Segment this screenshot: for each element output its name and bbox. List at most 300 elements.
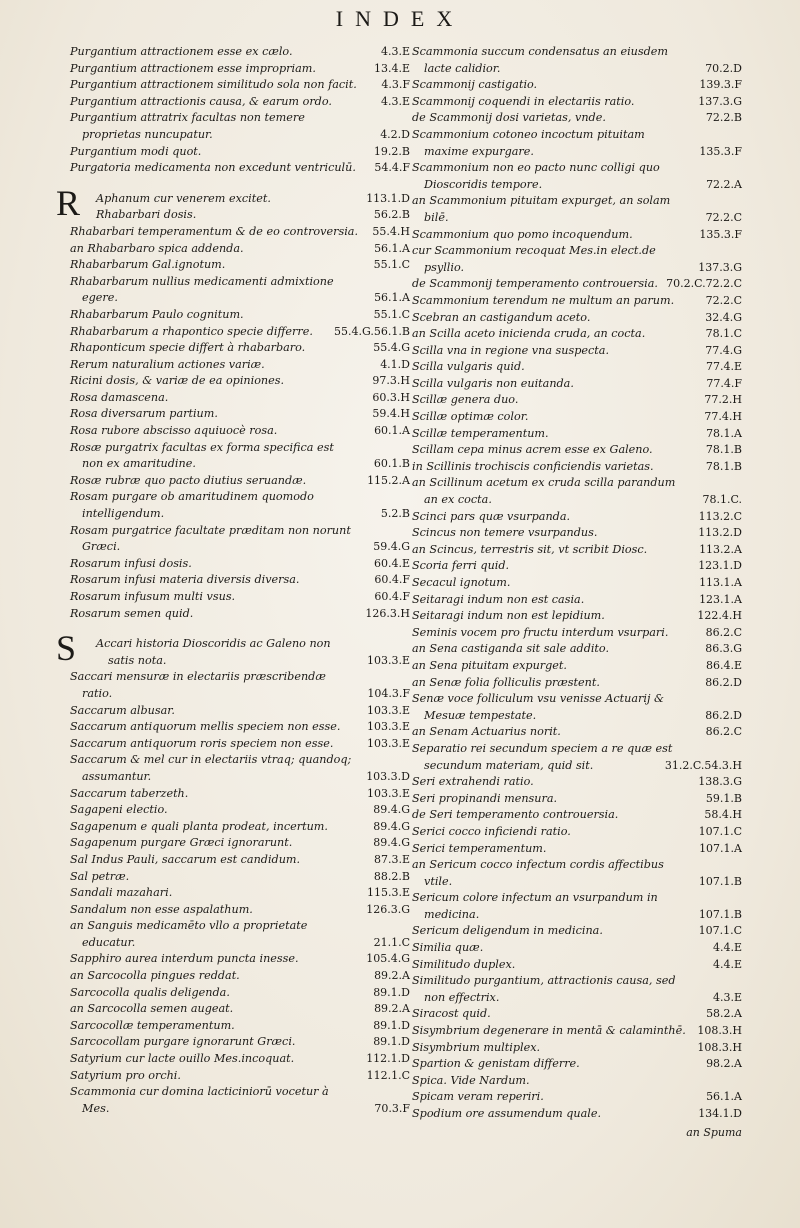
- entry-text: Rhabarbarum a rhapontico specie differre.: [70, 324, 313, 338]
- entry-reference: 77.4.F: [706, 376, 742, 390]
- index-entry: [70, 390, 410, 407]
- index-entry: [412, 1040, 742, 1057]
- index-entry: [412, 957, 742, 974]
- entry-reference: 55.4.H: [372, 224, 410, 238]
- entry-reference: 89.1.D: [373, 985, 410, 999]
- index-entry: [70, 951, 410, 968]
- index-entry: [412, 525, 742, 542]
- entry-reference: 78.1.A: [706, 426, 742, 440]
- entry-reference: 4.3.F: [381, 78, 410, 92]
- index-entry: [70, 110, 410, 143]
- entry-reference: 5.2.B: [380, 507, 410, 521]
- entry-text: Rosa damascena.: [70, 390, 169, 404]
- entry-text: Rosæ rubræ quo pacto diutius seruandæ.: [70, 473, 307, 487]
- index-entry: [412, 592, 742, 609]
- index-entry: [70, 440, 410, 473]
- entry-text: Rosa diversarum partium.: [70, 407, 218, 421]
- entry-text: Purgatoria medicamenta non excedunt ventriculū.: [70, 161, 356, 175]
- entry-reference: 113.2.D: [698, 526, 742, 540]
- entry-text: Scinci pars quæ vsurpanda.: [412, 509, 571, 523]
- index-entry: [70, 1084, 410, 1117]
- index-entry: [412, 276, 742, 293]
- entry-text: Rosarum infusi dosis.: [70, 556, 192, 570]
- entry-text: de Scammonij dosi varietas, vnde.: [412, 111, 606, 125]
- index-entry: [70, 752, 410, 785]
- entry-reference: 104.3.F: [367, 686, 410, 700]
- entry-reference: 58.2.A: [706, 1007, 742, 1021]
- index-entry: [412, 1106, 742, 1123]
- index-entry: [70, 703, 410, 720]
- entry-reference: 107.1.B: [698, 874, 742, 888]
- entry-reference: 55.1.C: [373, 307, 410, 321]
- index-entry: [412, 608, 742, 625]
- entry-text: an Scillinum acetum ex cruda scilla parandum an ex cocta.: [412, 476, 676, 507]
- entry-text: Scilla vna in regione vna suspecta.: [412, 343, 610, 357]
- entry-text: Rhabarbari dosis.: [96, 208, 197, 222]
- index-entry: [412, 824, 742, 841]
- entry-reference: 112.1.C: [366, 1068, 410, 1082]
- entry-reference: 72.2.C: [705, 210, 742, 224]
- entry-reference: 103.3.E: [366, 703, 410, 717]
- entry-text: Ricini dosis, & variæ de ea opiniones.: [70, 374, 285, 388]
- entry-reference: 112.1.D: [366, 1052, 410, 1066]
- entry-reference: 60.1.A: [374, 424, 410, 438]
- index-entry: [70, 1068, 410, 1085]
- entry-reference: 4.2.D: [380, 127, 410, 141]
- entry-text: Sal Indus Pauli, saccarum est candidum.: [70, 852, 301, 866]
- index-entry: [412, 475, 742, 508]
- entry-reference: 113.1.A: [699, 576, 742, 589]
- entry-reference: 88.2.B: [373, 869, 410, 883]
- entry-text: Scebran an castigandum aceto.: [412, 310, 591, 324]
- entry-text: Sandalum non esse aspalathum.: [70, 902, 253, 916]
- index-entry: [70, 473, 410, 490]
- index-entry: [70, 44, 410, 61]
- index-entry: [412, 459, 742, 476]
- entry-text: cur Scammonium recoquat Mes.in elect.de psyllio.: [412, 244, 656, 274]
- entry-reference: 55.4.G.56.1.B: [334, 324, 410, 338]
- index-entry: [70, 324, 410, 341]
- entry-text: in Scillinis trochiscis conficiendis varietas.: [412, 459, 654, 473]
- index-entry: [412, 326, 742, 343]
- index-entry: [70, 1018, 410, 1035]
- index-entry: [70, 241, 410, 258]
- entry-reference: 89.4.G: [373, 819, 410, 833]
- index-entry: [412, 293, 742, 310]
- entry-reference: 19.2.B: [373, 144, 410, 158]
- entry-reference: 4.4.E: [712, 941, 742, 955]
- entry-reference: 60.4.E: [373, 556, 410, 570]
- entry-reference: 97.3.H: [372, 374, 410, 388]
- entry-reference: 103.3.E: [366, 786, 410, 800]
- entry-reference: 115.3.E: [366, 886, 410, 900]
- index-entry: [70, 786, 410, 803]
- entry-reference: 60.3.H: [372, 390, 410, 404]
- index-entry: [412, 724, 742, 741]
- entry-reference: 54.4.F: [374, 161, 410, 175]
- entry-text: Scammonia cur domina lacticiniorū vocetur à Mes.: [70, 1085, 329, 1115]
- entry-reference: 56.1.A: [706, 1090, 742, 1104]
- entry-reference: 59.1.B: [705, 791, 742, 805]
- entry-text: Saccarum taberzeth.: [70, 786, 189, 800]
- entry-text: Scillæ genera duo.: [412, 393, 519, 407]
- entry-text: Saccarum & mel cur in electariis vtraq; quandoq; assumantur.: [70, 753, 352, 783]
- index-entry: [70, 556, 410, 573]
- entry-reference: 107.1.B: [698, 907, 742, 921]
- entry-text: Satyrium cur lacte ouillo Mes.incoquat.: [70, 1052, 295, 1066]
- entry-reference: 115.2.A: [367, 473, 410, 487]
- entry-text: an Sena pituitam expurget.: [412, 658, 567, 672]
- entry-reference: 98.2.A: [706, 1057, 742, 1071]
- entry-reference: 78.1.C: [705, 327, 742, 341]
- entry-text: Rhaponticum specie differt à rhabarbaro.: [70, 341, 306, 355]
- entry-reference: 107.1.C: [698, 824, 742, 838]
- entry-reference: 123.1.D: [698, 559, 742, 573]
- index-entry: [412, 1073, 742, 1090]
- entry-text: Sarcocolla qualis deligenda.: [70, 985, 230, 999]
- index-entry: [70, 869, 410, 886]
- entry-text: Sapphiro aurea interdum puncta inesse.: [70, 952, 299, 966]
- entry-text: Sericum deligendum in medicina.: [412, 924, 603, 938]
- entry-reference: 77.4.H: [704, 410, 742, 424]
- entry-text: Accari historia Dioscoridis ac Galeno non satis nota.: [96, 637, 331, 667]
- entry-text: Seri propinandi mensura.: [412, 791, 558, 805]
- index-entry: [412, 426, 742, 443]
- index-entry: [412, 923, 742, 940]
- entry-text: Sisymbrium degenerare in mentā & calaminthē.: [412, 1024, 686, 1038]
- index-entry: [412, 807, 742, 824]
- index-entry: [70, 160, 410, 177]
- entry-reference: 123.1.A: [699, 592, 742, 606]
- index-entry: [70, 94, 410, 111]
- entry-reference: 89.4.G: [373, 836, 410, 850]
- index-entry: [70, 406, 410, 423]
- entry-text: Rhabarbarum Paulo cognitum.: [70, 307, 244, 321]
- entry-text: Aphanum cur venerem excitet.: [96, 191, 271, 205]
- entry-text: Scammonium cotoneo incoctum pituitam maxime expurgare.: [412, 127, 645, 158]
- index-entry: [412, 575, 742, 592]
- section-gap: [70, 177, 410, 191]
- left-column: [56, 44, 410, 1117]
- index-entry: [412, 558, 742, 575]
- index-entry: [70, 902, 410, 919]
- entry-reference: 103.3.E: [366, 653, 410, 667]
- entry-text: Satyrium pro orchi.: [70, 1068, 181, 1082]
- index-entry: [412, 691, 742, 724]
- entry-reference: 4.4.E: [712, 957, 742, 971]
- entry-text: Saccarum antiquorum roris speciem non esse.: [70, 736, 334, 750]
- entry-text: Sarcocollæ temperamentum.: [70, 1018, 235, 1032]
- entry-text: Rosarum infusum multi vsus.: [70, 590, 236, 603]
- entry-text: an Sanguis medicamēto vllo a proprietate educatur.: [70, 919, 308, 949]
- entry-reference: 89.1.D: [373, 1035, 410, 1049]
- entry-reference: 4.1.D: [380, 357, 410, 371]
- index-entry: [412, 227, 742, 244]
- index-entry: [412, 94, 742, 111]
- entry-reference: 31.2.C.54.3.H: [664, 758, 742, 772]
- entry-text: Rosarum semen quid.: [70, 606, 194, 620]
- entry-reference: 77.4.E: [705, 360, 742, 374]
- index-entry: [70, 207, 410, 224]
- index-entry: [70, 489, 410, 522]
- entry-text: Siracost quid.: [412, 1007, 491, 1021]
- entry-text: Scillæ optimæ color.: [412, 410, 529, 424]
- index-entry: [70, 802, 410, 819]
- entry-text: Sericum colore infectum an vsurpandum in medicina.: [412, 891, 658, 921]
- index-entry: [412, 243, 742, 276]
- entry-text: Rhabarbarum Gal.ignotum.: [70, 258, 226, 272]
- index-entry: [412, 193, 742, 226]
- entry-reference: 70.2.C.72.2.C: [666, 277, 742, 291]
- entry-text: Rhabarbari temperamentum & de eo controversia.: [70, 224, 359, 238]
- entry-text: Senæ voce folliculum vsu venisse Actuarij & Mesuæ tempestate.: [412, 692, 664, 722]
- entry-text: Spodium ore assumendum quale.: [412, 1107, 602, 1120]
- entry-reference: 86.2.D: [705, 675, 742, 689]
- index-entry: [412, 1023, 742, 1040]
- entry-reference: 89.4.G: [373, 803, 410, 817]
- entry-text: Rosæ purgatrix facultas ex forma specifica est non ex amaritudine.: [70, 440, 334, 471]
- index-entry: [70, 669, 410, 702]
- entry-reference: 78.1.C.: [702, 493, 742, 507]
- index-entry: [412, 509, 742, 526]
- index-entry: [412, 1006, 742, 1023]
- entry-reference: 56.1.A: [374, 241, 410, 255]
- index-entry: [70, 968, 410, 985]
- entry-reference: 32.4.G: [705, 310, 742, 324]
- entry-reference: 89.1.D: [373, 1018, 410, 1032]
- entry-text: an Senam Actuarius norit.: [412, 725, 561, 739]
- index-entry: [70, 357, 410, 374]
- entry-reference: 55.1.C: [373, 258, 410, 272]
- entry-text: de Seri temperamento controuersia.: [412, 808, 619, 822]
- entry-reference: 107.1.A: [699, 841, 742, 855]
- entry-text: Scillam cepa minus acrem esse ex Galeno.: [412, 443, 653, 457]
- entry-reference: 77.2.H: [704, 393, 742, 407]
- entry-text: Similitudo duplex.: [412, 957, 516, 971]
- entry-reference: 113.2.C: [698, 509, 742, 523]
- index-entry: [412, 841, 742, 858]
- entry-reference: 134.1.D: [698, 1107, 742, 1120]
- page-header: INDEX: [335, 6, 465, 31]
- entry-reference: 89.2.A: [374, 1002, 410, 1016]
- entry-text: Sagapeni electio.: [70, 803, 168, 817]
- entry-reference: 135.3.F: [699, 144, 742, 158]
- index-entry: [70, 606, 410, 623]
- entry-reference: 55.4.G: [373, 341, 410, 355]
- entry-text: Saccari mensuræ in electariis præscribendæ ratio.: [70, 670, 326, 700]
- entry-text: Seitaragi indum non est casia.: [412, 592, 585, 606]
- index-entry: [412, 857, 742, 890]
- entry-reference: 70.2.D: [705, 61, 742, 75]
- index-entry: [56, 628, 410, 669]
- section-gap: [70, 622, 410, 636]
- entry-text: Seminis vocem pro fructu interdum vsurpari.: [412, 625, 669, 639]
- index-entry: [412, 1089, 742, 1106]
- entry-text: an Sarcocolla pingues reddat.: [70, 969, 240, 983]
- entry-reference: 139.3.F: [699, 78, 742, 92]
- index-entry: [70, 589, 410, 606]
- entry-reference: 72.2.B: [705, 111, 742, 125]
- entry-reference: 72.2.C: [705, 293, 742, 307]
- index-entry: [70, 77, 410, 94]
- index-entry: [412, 675, 742, 692]
- entry-text: Spica. Vide Nardum.: [412, 1073, 530, 1087]
- index-entry: [70, 852, 410, 869]
- entry-text: an Sena castiganda sit sale addito.: [412, 642, 610, 656]
- entry-reference: 137.3.G: [698, 94, 742, 108]
- index-entry: [412, 44, 742, 77]
- entry-reference: 138.3.G: [698, 775, 742, 789]
- entry-text: an Scincus, terrestris sit, vt scribit Diosc.: [412, 542, 648, 556]
- index-entry: [412, 127, 742, 160]
- entry-reference: 135.3.F: [699, 227, 742, 241]
- entry-reference: 103.3.E: [366, 720, 410, 734]
- index-entry: [70, 1034, 410, 1051]
- index-entry: [70, 819, 410, 836]
- entry-reference: 113.1.D: [366, 191, 410, 205]
- entry-text: Spartion & genistam differre.: [412, 1057, 580, 1071]
- index-entry: [412, 376, 742, 393]
- entry-reference: 113.2.A: [699, 542, 742, 556]
- index-entry: [412, 973, 742, 1006]
- drop-capital: R: [56, 182, 81, 223]
- index-entry: [412, 392, 742, 409]
- entry-text: Serici temperamentum.: [412, 841, 547, 855]
- entry-reference: 108.3.H: [697, 1040, 742, 1054]
- entry-reference: 78.1.B: [705, 459, 742, 473]
- entry-reference: 13.4.E: [373, 61, 410, 75]
- entry-text: Rosarum infusi materia diversis diversa.: [70, 573, 300, 587]
- entry-text: Scammonij castigatio.: [412, 78, 538, 92]
- entry-text: de Scammonij temperamento controuersia.: [412, 277, 658, 291]
- entry-reference: 4.3.E: [380, 94, 410, 108]
- entry-text: Sisymbrium multiplex.: [412, 1040, 541, 1054]
- entry-reference: 21.1.C: [373, 935, 410, 949]
- entry-reference: 89.2.A: [374, 969, 410, 983]
- index-entry: [412, 542, 742, 559]
- entry-text: Scilla vulgaris quid.: [412, 360, 525, 374]
- entry-text: Seitaragi indum non est lepidium.: [412, 609, 605, 623]
- entry-text: Purgantium modi quot.: [70, 144, 202, 158]
- entry-text: Similia quæ.: [412, 941, 484, 955]
- entry-text: Scammonia succum condensatus an eiusdem lacte calidior.: [412, 45, 668, 75]
- entry-reference: 137.3.G: [698, 260, 742, 274]
- index-entry: [70, 1001, 410, 1018]
- index-entry: [412, 359, 742, 376]
- entry-text: Scoria ferri quid.: [412, 559, 510, 573]
- index-entry: [70, 307, 410, 324]
- index-entry: [412, 1056, 742, 1073]
- entry-text: Sandali mazahari.: [70, 886, 173, 900]
- entry-text: Scincus non temere vsurpandus.: [412, 526, 598, 540]
- entry-reference: 126.3.H: [365, 606, 410, 620]
- entry-reference: 4.3.E: [380, 45, 410, 58]
- entry-reference: 86.2.C: [705, 725, 742, 739]
- entry-text: Sagapenum purgare Græci ignorarunt.: [70, 836, 293, 850]
- entry-text: Separatio rei secundum speciem a re quæ est secundum materiam, quid sit.: [412, 741, 673, 772]
- index-entry: [412, 658, 742, 675]
- entry-text: Purgantium attractionis causa, & earum ordo.: [70, 94, 332, 108]
- index-entry: [70, 719, 410, 736]
- index-entry: [412, 160, 742, 193]
- entry-text: Scilla vulgaris non euitanda.: [412, 376, 574, 390]
- index-entry: [70, 144, 410, 161]
- index-entry: [412, 791, 742, 808]
- entry-text: Scammonium quo pomo incoquendum.: [412, 227, 633, 241]
- index-entry: [70, 523, 410, 556]
- index-entry: [70, 224, 410, 241]
- entry-text: Rhabarbarum nullius medicamenti admixtione egere.: [70, 274, 334, 305]
- entry-text: Saccarum antiquorum mellis speciem non esse.: [70, 720, 341, 734]
- entry-text: Scammonium terendum ne multum an parum.: [412, 293, 675, 307]
- entry-reference: 86.4.E: [705, 658, 742, 672]
- entry-text: Similitudo purgantium, attractionis causa, sed non effectrix.: [412, 974, 676, 1004]
- entry-reference: 56.2.B: [373, 208, 410, 222]
- entry-reference: 56.1.A: [374, 291, 410, 305]
- entry-reference: 103.3.E: [366, 736, 410, 750]
- entry-text: Scammonium non eo pacto nunc colligi quo Dioscoridis tempore.: [412, 161, 660, 191]
- index-entry: [70, 257, 410, 274]
- entry-reference: 78.1.B: [705, 443, 742, 457]
- right-column: [412, 44, 742, 1139]
- entry-reference: 86.2.D: [705, 708, 742, 722]
- index-entry: [412, 641, 742, 658]
- entry-reference: 59.4.H: [372, 407, 410, 421]
- entry-text: Seri extrahendi ratio.: [412, 775, 534, 789]
- entry-text: Scammonij coquendi in electariis ratio.: [412, 94, 635, 108]
- entry-text: Secacul ignotum.: [412, 576, 511, 589]
- index-entry: [412, 409, 742, 426]
- entry-reference: 108.3.H: [697, 1024, 742, 1038]
- index-entry: [70, 885, 410, 902]
- entry-reference: 122.4.H: [697, 609, 742, 623]
- entry-text: an Senæ folia folliculis præstent.: [412, 675, 600, 689]
- index-entry: [70, 918, 410, 951]
- entry-text: Sagapenum e quali planta prodeat, incertum.: [70, 819, 328, 833]
- entry-reference: 87.3.E: [373, 852, 410, 866]
- entry-text: Rosam purgare ob amaritudinem quomodo intelligendum.: [70, 490, 314, 521]
- entry-text: Rerum naturalium actiones variæ.: [70, 357, 265, 371]
- index-entry: [412, 940, 742, 957]
- entry-text: an Scilla aceto inicienda cruda, an cocta.: [412, 327, 646, 341]
- index-entry: [412, 77, 742, 94]
- entry-reference: 103.3.D: [366, 769, 410, 783]
- index-entry: [70, 373, 410, 390]
- entry-text: an Scammonium pituitam expurget, an solam bilē.: [412, 194, 671, 224]
- index-entry: [70, 835, 410, 852]
- entry-reference: 4.3.E: [712, 990, 742, 1004]
- index-entry: [412, 110, 742, 127]
- index-entry: [70, 1051, 410, 1068]
- entry-reference: 60.4.F: [374, 573, 410, 587]
- entry-reference: 107.1.C: [698, 924, 742, 938]
- entry-reference: 58.4.H: [704, 808, 742, 822]
- catchword: an Spuma: [686, 1125, 742, 1139]
- index-entry: [412, 890, 742, 923]
- entry-text: Sarcocollam purgare ignorarunt Græci.: [70, 1035, 296, 1049]
- index-entry: [70, 61, 410, 78]
- drop-capital: S: [56, 628, 77, 669]
- index-entry: [412, 343, 742, 360]
- entry-reference: 70.3.F: [374, 1101, 410, 1115]
- entry-text: Purgantium attractionem similitudo sola non facit.: [70, 78, 357, 92]
- index-entry: [70, 736, 410, 753]
- index-entry: [412, 625, 742, 642]
- entry-reference: 60.4.F: [374, 590, 410, 603]
- entry-text: Serici cocco inficiendi ratio.: [412, 824, 571, 838]
- entry-reference: 105.4.G: [366, 952, 410, 966]
- index-entry: [70, 274, 410, 307]
